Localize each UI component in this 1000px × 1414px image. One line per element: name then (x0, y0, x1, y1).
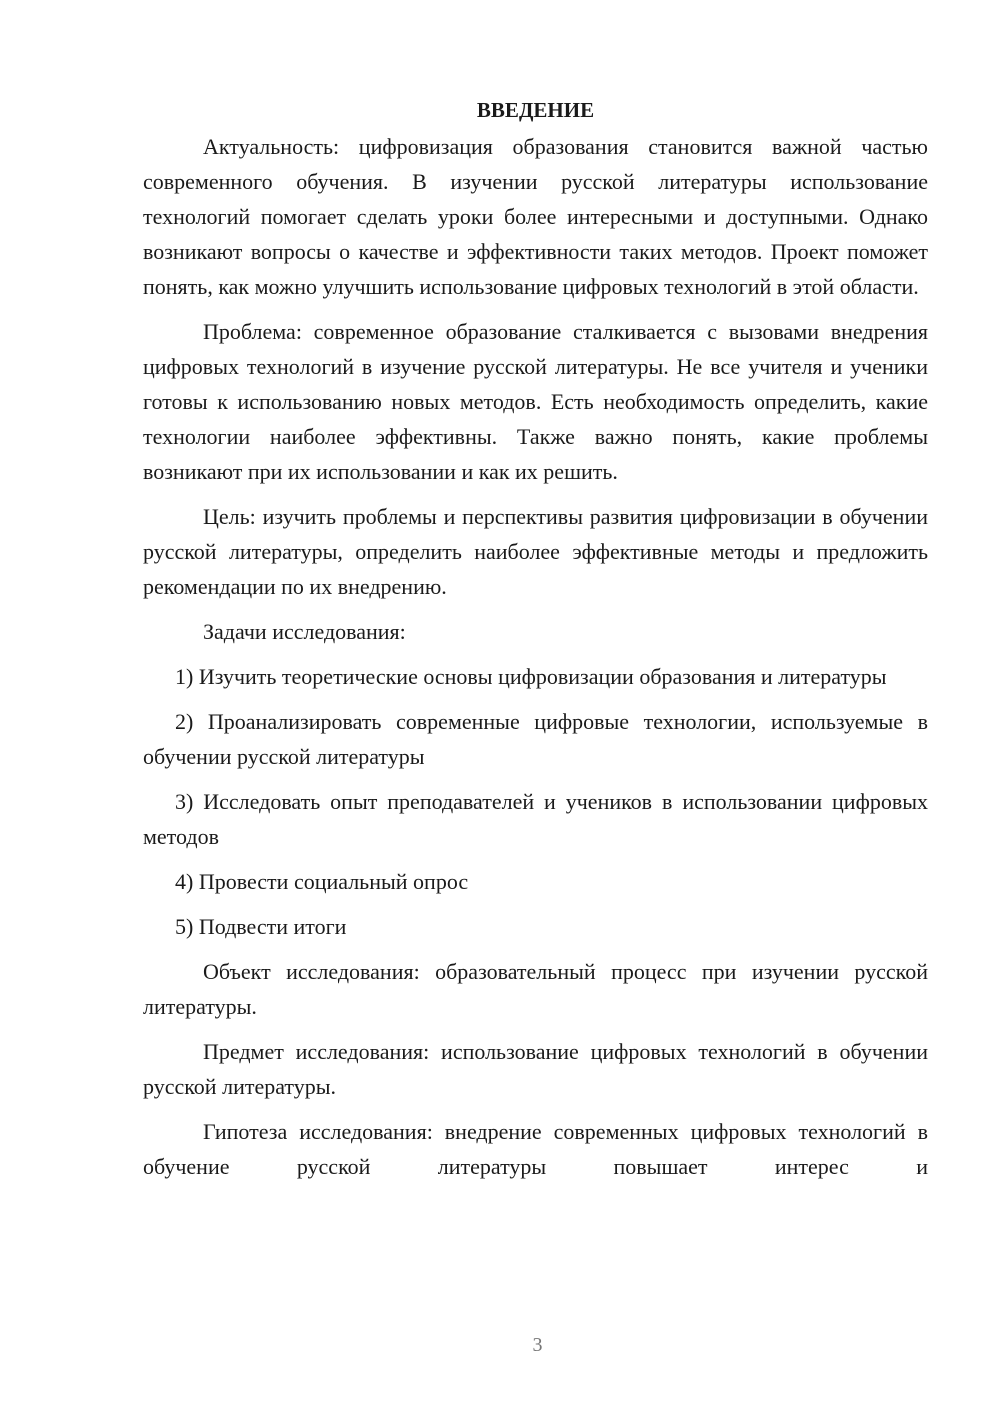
task-item-5: 5) Подвести итоги (175, 914, 347, 939)
problem-paragraph: Проблема: современное образование сталкивается с вызовами внедрения цифровых технологий в изучение русской литературы. Не все учителя и ученики готовы к использованию новых методов. Есть необходимость определить, какие технологии наиболее эффективны. Также важно понять, какие проблемы возникают при их использовании и как их решить. (143, 319, 928, 484)
task-item-1: 1) Изучить теоретические основы цифровизации образования и литературы (175, 664, 887, 689)
task-item-3: 3) Исследовать опыт преподавателей и учеников в использовании цифровых методов (143, 789, 928, 849)
hypothesis-paragraph: Гипотеза исследования: внедрение современных цифровых технологий в обучение русской литературы повышает интерес и (143, 1119, 928, 1179)
subject-paragraph: Предмет исследования: использование цифровых технологий в обучении русской литературы. (143, 1039, 928, 1099)
document-page (143, 95, 928, 1194)
goal-paragraph: Цель: изучить проблемы и перспективы развития цифровизации в обучении русской литературы, определить наиболее эффективные методы и предложить рекомендации по их внедрению. (143, 504, 928, 599)
page-title: ВВЕДЕНИЕ (476, 98, 595, 122)
relevance-paragraph: Актуальность: цифровизация образования становится важной частью современного обучения. В изучении русской литературы использование технологий помогает сделать уроки более интересными и доступными. Однако возникают вопросы о качестве и эффективности таких методов. Проект поможет понять, как можно улучшить использование цифровых технологий в этой области. (143, 134, 928, 299)
page-number: 3 (532, 1334, 543, 1356)
task-item-4: 4) Провести социальный опрос (175, 869, 469, 894)
tasks-heading: Задачи исследования: (203, 619, 406, 644)
task-item-2: 2) Проанализировать современные цифровые технологии, используемые в обучении русской литературы (143, 709, 928, 769)
object-paragraph: Объект исследования: образовательный процесс при изучении русской литературы. (143, 959, 928, 1019)
